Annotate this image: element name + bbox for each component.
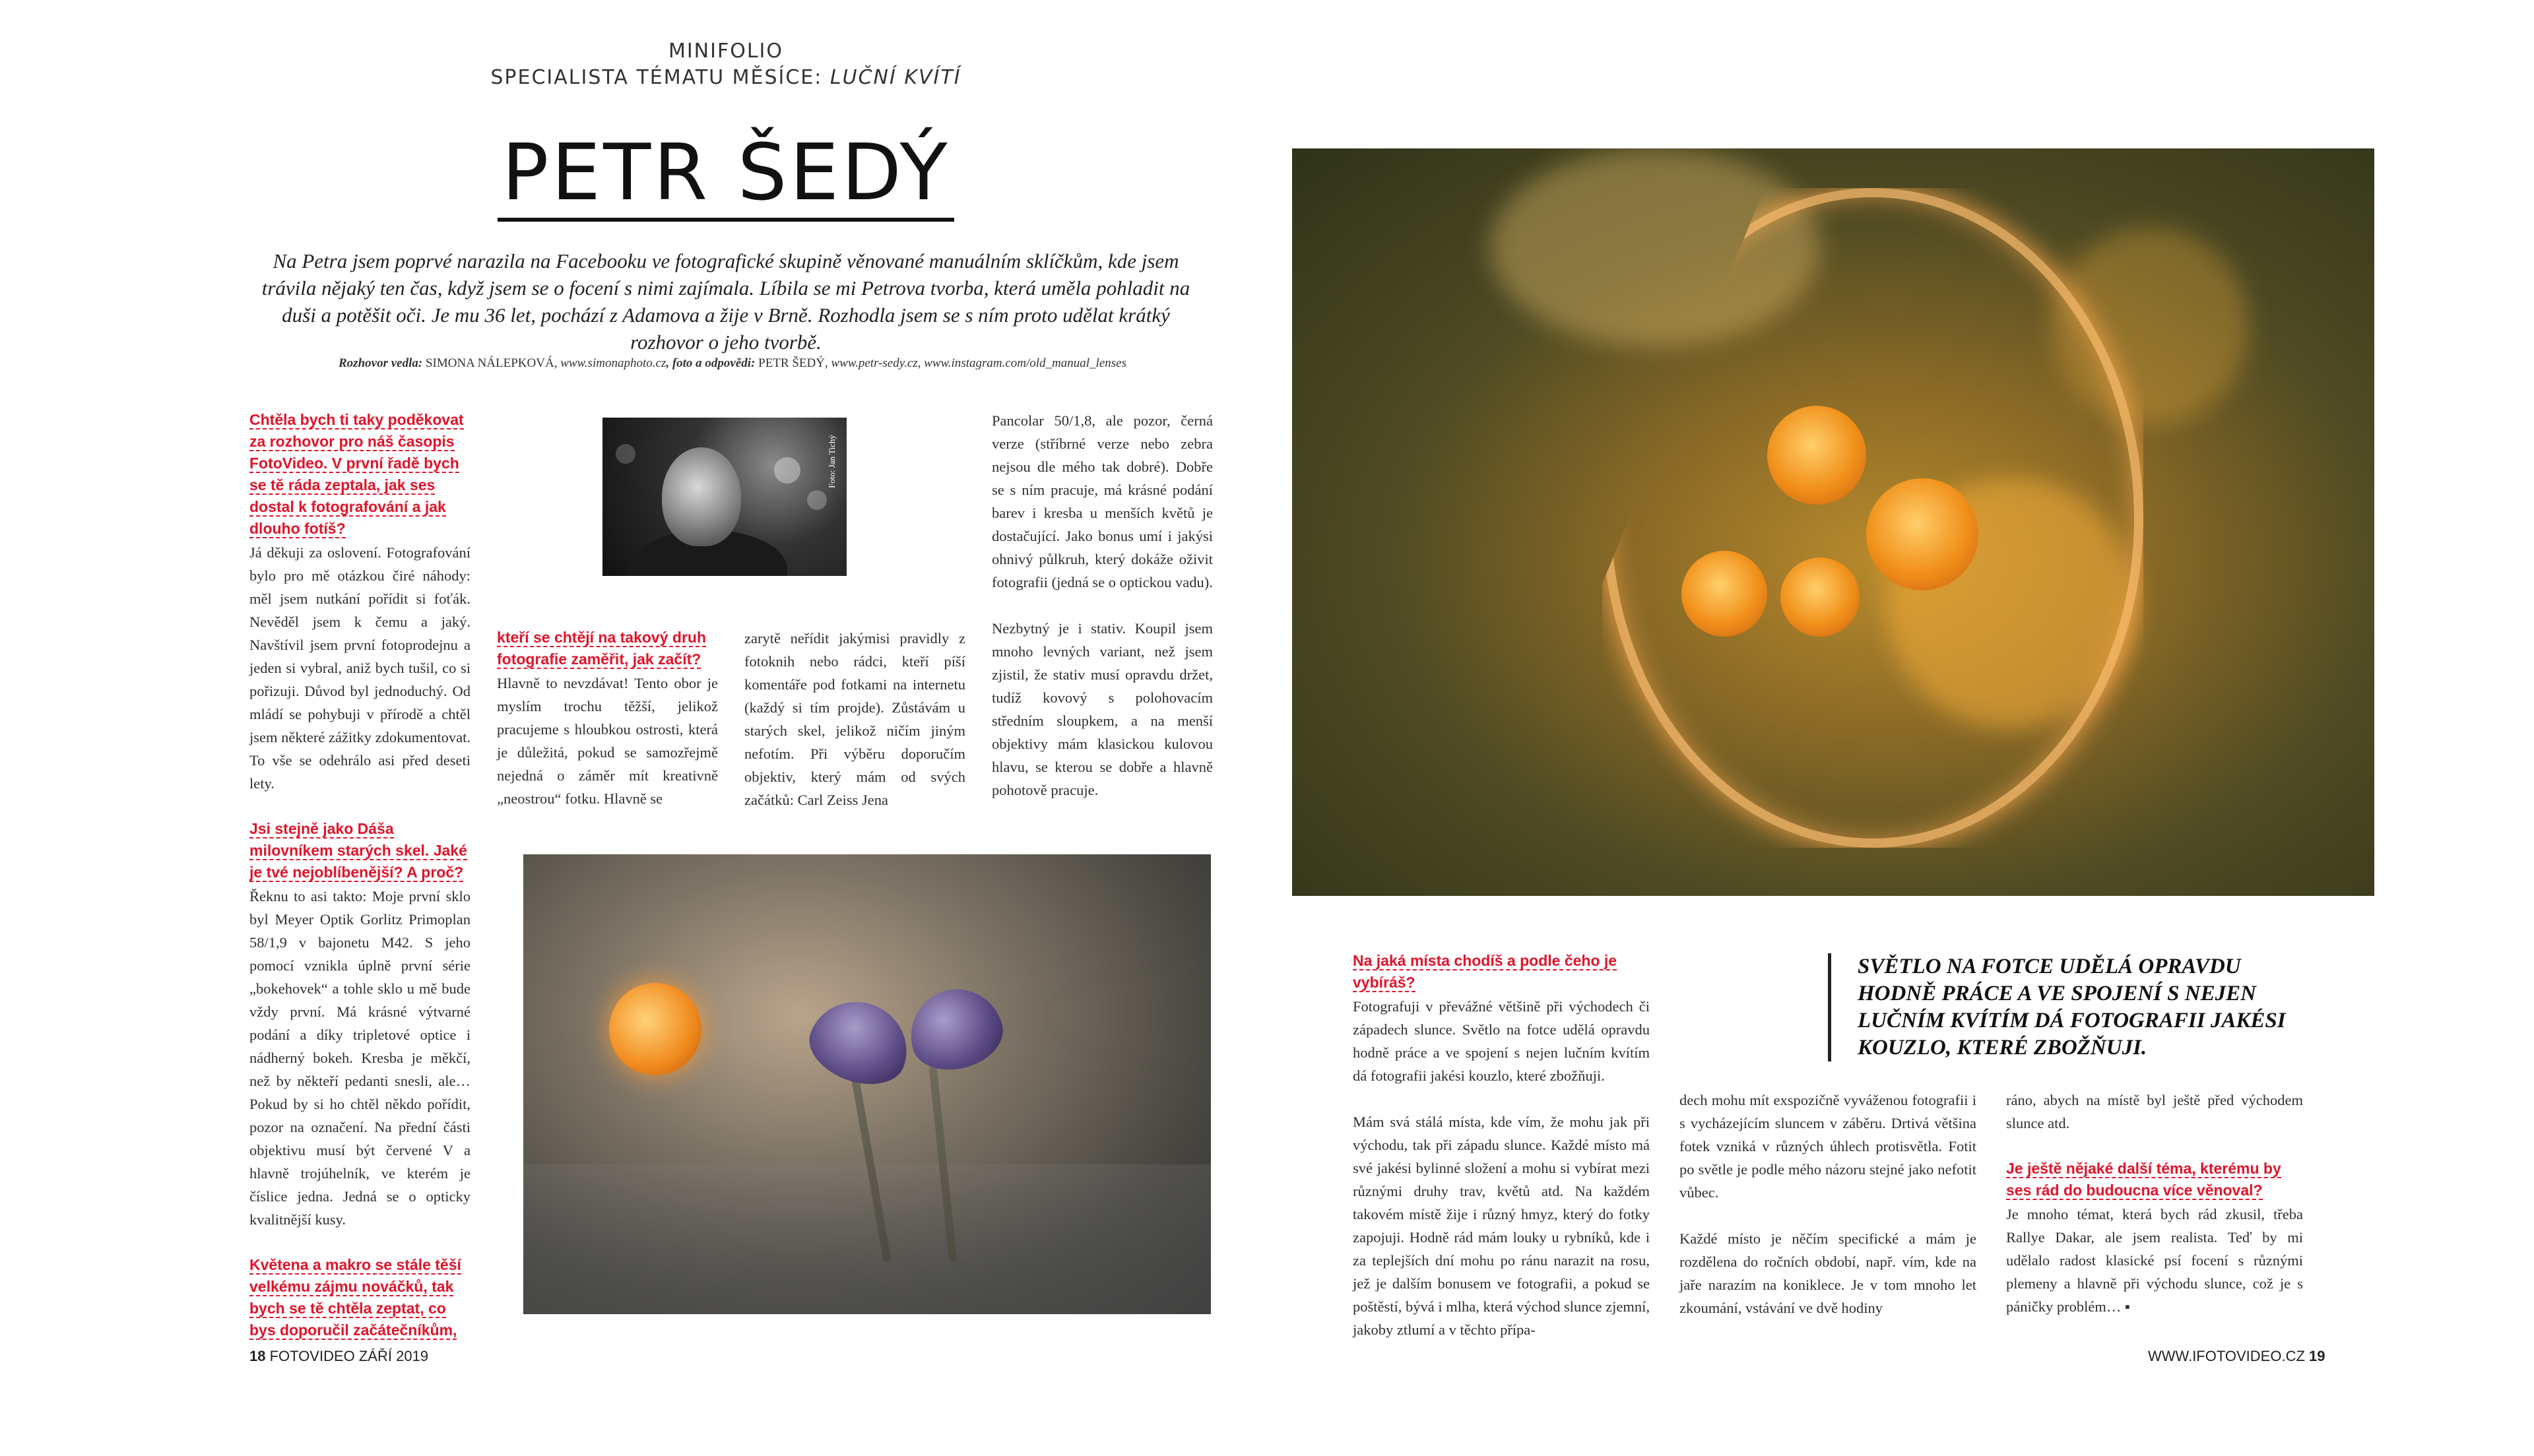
right-column-3	[2006, 1089, 2303, 1341]
question-2-text: Jsi stejně jako Dáša milovníkem starých skel. Jaké je tvé nejoblíbenější? A proč?	[249, 820, 467, 881]
column-4	[992, 409, 1213, 825]
answer-5: Je mnoho témat, která bych rád zkusil, třeba Rallye Dakar, ale jsem realista. Teď by mi udělalo radost klasické psí focení s různými plemeny a hlavně při východu slunce, což je s páničky problém… ▪	[2006, 1206, 2303, 1315]
pasque-flower	[800, 988, 920, 1096]
section-kicker	[422, 38, 1029, 91]
pasque-flower	[901, 979, 1010, 1079]
question-4	[1353, 950, 1650, 994]
answer-3-part-1: Hlavně to nevzdávat! Tento obor je myslím trochu těžší, jelikož pracujeme s hloubkou ostrosti, která je důležitá, pokud se samozřejmě nejedná o záměr mít kreativně „neostrou“ fotku. Hlavně se	[497, 675, 718, 807]
question-5-text: Je ještě nějaké další téma, kterému by ses rád do budoucna více věnoval?	[2006, 1160, 2281, 1199]
orange-flower	[1866, 478, 1978, 590]
subtitle-prefix: SPECIALISTA TÉMATU MĚSÍCE:	[490, 66, 830, 89]
question-3	[249, 1254, 471, 1341]
bokeh-light	[807, 490, 827, 510]
question-2	[249, 818, 471, 883]
question-5	[2006, 1158, 2303, 1201]
orange-flower	[1780, 557, 1860, 637]
answer-4-part-1: Fotografuji v převážné většině při východech či západech slunce. Světlo na fotce udělá opravdu hodně práce a ve spojení s nejen lučním kvítím dá fotografii jakési kouzlo, které zbožňuji.	[1353, 998, 1650, 1084]
question-3-continued	[497, 627, 718, 670]
answer-3-part-2: zarytě neřídit jakýmisi pravidly z fotoknih nebo rádci, kteří píší komentáře pod fotkami na internetu (každý si tím projde). Zůstávám u starých skel, jelikož ničím jiným nefotím. Při výběru doporučím objektiv, který mám od svých začátků: Carl Zeiss Jena	[744, 630, 965, 808]
answer-3-part-4: Nezbytný je i stativ. Koupil jsem mnoho levných variant, než jsem zjistil, že stativ musí opravdu držet, tudíž kovový s polohovacím středním sloupkem, a na menší objektivy mám klasickou kulovou hlavu, se kterou se dobře a hlavně pohotově pracuje.	[992, 620, 1213, 798]
credit-label-interview: Rozhovor vedla:	[339, 356, 423, 370]
question-1-text: Chtěla bych ti taky poděkovat za rozhovor pro náš časopis FotoVideo. V první řadě bych se tě ráda zeptala, jak ses dostal k fotografování a jak dlouho fotíš?	[249, 411, 464, 537]
answer-2: Řeknu to asi takto: Moje první sklo byl Meyer Optik Gorlitz Primoplan 58/1,9 v bajonetu M42. S jeho pomocí vznikla úplně první série „bokehovek“ a tohle sklo u mě bude vždy první. Má krásné výtvarné podání a díky tripletové optice i nádherný bokeh. Kresba je měkčí, než by někteří pedanti snesli, ale… Pokud by si ho chtěl někdo pořídit, pozor na označení. Na přední části objektivu musí být červené V a hlavně trojúhelník, ve kterém je číslice jedna. Jedná se o opticky kvalitnější kusy.	[249, 888, 471, 1228]
column-3	[744, 627, 965, 835]
answer-4-part-3: dech mohu mít exspozičně vyváženou fotografii i s vycházejícím sluncem v záběru. Drtivá většina fotek vzniká v různých úhlech protisvětla. Fotit po světle je podle mého názoru stejné jako nefotit vůbec.	[1679, 1092, 1976, 1201]
right-page-number: 19	[2309, 1348, 2325, 1364]
credit-label-photo: , foto a odpovědi:	[666, 356, 756, 370]
answer-4-part-5: ráno, abych na místě byl ještě před východem slunce atd.	[2006, 1092, 2303, 1131]
left-page-number: 18	[249, 1348, 266, 1364]
question-3-continued-text: kteří se chtějí na takový druh fotografie zaměřit, jak začít?	[497, 629, 707, 668]
right-folio-text: WWW.IFOTOVIDEO.CZ	[2148, 1348, 2310, 1364]
credit-author: SIMONA NÁLEPKOVÁ,	[422, 356, 561, 370]
section-subtitle	[422, 65, 1029, 91]
credit-author-web: www.simonaphoto.cz	[560, 356, 666, 370]
pasque-flower-photo	[523, 854, 1211, 1314]
right-folio	[2148, 1348, 2325, 1365]
orange-flower-photo	[1292, 148, 2374, 896]
setting-sun	[609, 983, 701, 1075]
article-title	[422, 127, 1029, 218]
answer-1: Já děkuji za oslovení. Fotografování bylo pro mě otázkou čiré náhody: měl jsem nutkání pořídit si foťák. Nevěděl jsem k čemu a jaký. Navštívil jsem první fotoprodejnu a jeden si vybral, aniž bych tušil, co si pořizuji. Důvod byl jednoduchý. Od mládí se pohybuji v přírodě a chtěl jsem některé zážitky zdokumentovat. To vše se odehrálo asi před deseti lety.	[249, 544, 471, 792]
pull-quote: SVĚTLO NA FOTCE UDĚLÁ OPRAVDU HODNĚ PRÁCE A VE SPOJENÍ S NEJEN LUČNÍM KVÍTÍM DÁ FOTOGRAFII JAKÉSI KOUZLO, KTERÉ ZBOŽŇUJI.	[1828, 953, 2303, 1061]
orange-flower	[1681, 551, 1767, 637]
bokeh-light	[616, 444, 635, 464]
question-1	[249, 409, 471, 540]
frosted-grass	[523, 1164, 1211, 1314]
right-column-1	[1353, 950, 1650, 1364]
portrait-photo	[602, 418, 847, 576]
answer-4-part-4: Každé místo je něčím specifické a mám je rozdělena do ročních období, např. vím, kde na jaře narazím na koniklece. Je v tom mnoho let zkoumání, vstávání ve dvě hodiny	[1679, 1230, 1976, 1316]
lead-paragraph: Na Petra jsem poprvé narazila na Facebooku ve fotografické skupině věnované manuálním sklíčkům, kde jsem trávila nějaký ten čas, když jsem se o focení s nimi zajímala. Líbila se mi Petrova tvorba, která uměla pohladit na duši a potěšit oči. Je mu 36 let, pochází z Adamova a žije v Brně. Rozhodla jsem se s ním proto udělat krátký rozhovor o jeho tvorbě.	[261, 249, 1190, 354]
orange-flower	[1767, 406, 1866, 505]
question-3-text: Květena a makro se stále těší velkému zájmu nováčků, tak bych se tě chtěla zeptat, co bys doporučil začátečníkům,	[249, 1256, 461, 1339]
answer-4-part-2: Mám svá stálá místa, kde vím, že mohu jak při východu, tak při západu slunce. Každé místo má své jakési bylinné složení a mohu si vybírat mezi různými druhy trav, květů atd. Na každém takovém místě žije i různý hmyz, který do fotky zapojuji. Hodně rád mám louky u rybníků, kde i za teplejších dní mohu po ránu narazit na rosu, jež je dalším bonusem ve fotografii, a pokud se poštěstí, bývá i mlha, která východ slunce zjemní, jakoby ztlumí a v těchto přípa-	[1353, 1114, 1650, 1338]
left-folio-text: FOTOVIDEO ZÁŘÍ 2019	[265, 1348, 429, 1364]
article-title-text: PETR ŠEDÝ	[498, 127, 954, 222]
column-2	[497, 627, 718, 833]
subtitle-topic: LUČNÍ KVÍTÍ	[829, 66, 961, 89]
answer-3-part-3: Pancolar 50/1,8, ale pozor, černá verze (stříbrné verze nebo zebra nejsou dle mého tak dobré). Dobře se s ním pracuje, má krásné podání barev i kresba u menších květů je dostačující. Jako bonus umí i jakýsi ohnivý půlkruh, který dokáže oživit fotografii (jedná se o optickou vadu).	[992, 412, 1213, 590]
credit-photographer: PETR ŠEDÝ,	[755, 356, 831, 370]
photo-credit: Foto: Jan Tichý	[827, 435, 837, 488]
bokeh-light	[774, 457, 800, 484]
portrait-face	[662, 447, 741, 546]
right-column-2	[1679, 1089, 1976, 1343]
question-4-text: Na jaká místa chodíš a podle čeho je vybíráš?	[1353, 952, 1617, 991]
credits-line	[271, 355, 1194, 372]
column-1	[249, 409, 471, 1343]
credit-photographer-web: www.petr-sedy.cz, www.instagram.com/old_manual_lenses	[831, 356, 1126, 370]
left-folio	[249, 1348, 428, 1365]
section-label: MINIFOLIO	[668, 40, 784, 63]
